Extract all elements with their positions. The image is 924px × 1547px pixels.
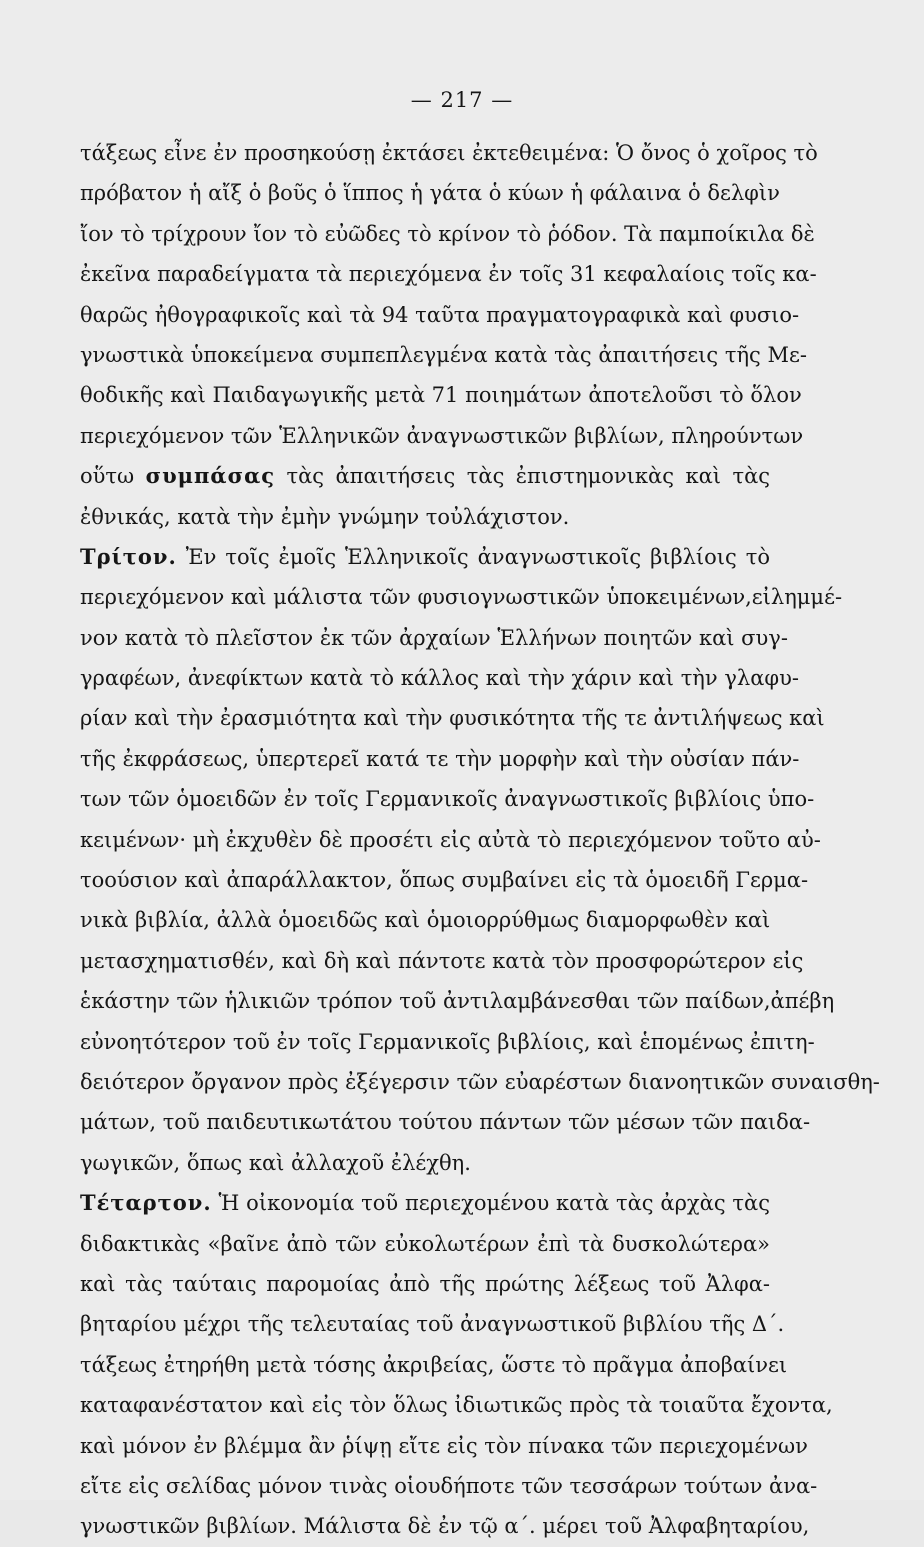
section-heading: Τέταρτον. [80, 1190, 212, 1216]
text-line [80, 1183, 770, 1223]
text-line [80, 295, 800, 335]
text-line [80, 1102, 811, 1142]
text-line [80, 1062, 880, 1102]
line-text: τῆς ἐκφράσεως, ὑπερτερεῖ κατά τε τὴν μορφὴν καὶ τὴν οὐσίαν πάν- [80, 746, 800, 771]
text-line [80, 1345, 788, 1385]
text-line [80, 537, 770, 577]
text-line [80, 133, 818, 173]
line-text: πρόβατον ἡ αἴξ ὁ βοῦς ὁ ἵππος ἡ γάτα ὁ κύων ἡ φάλαινα ὁ δελφὶν [80, 181, 780, 206]
line-text: καταφανέστατον καὶ εἰς τὸν ὅλως ἰδιωτικῶς πρὸς τὰ τοιαῦτα ἔχοντα, [80, 1393, 833, 1418]
line-text: ἐκεῖνα παραδείγματα τὰ περιεχόμενα ἐν τοῖς 31 κεφαλαίοις τοῖς κα- [80, 262, 817, 287]
text-line [80, 739, 800, 779]
text-line [80, 1385, 833, 1425]
line-text: νικὰ βιβλία, ἀλλὰ ὁμοειδῶς καὶ ὁμοιορρύθμως διαμορφωθὲν καὶ [80, 908, 771, 933]
line-text: οὕτω [80, 464, 146, 489]
text-line [80, 1304, 785, 1344]
text-line [80, 577, 843, 617]
line-text: περιεχόμενον καὶ μάλιστα τῶν φυσιογνωστικῶν ὑποκειμένων,εἰλημμέ- [80, 585, 843, 610]
text-line [80, 173, 780, 213]
text-line [80, 214, 815, 254]
line-text: βηταρίου μέχρι τῆς τελευταίας τοῦ ἀναγνωστικοῦ βιβλίου τῆς Δ΄. [80, 1312, 785, 1337]
text-line [80, 1143, 770, 1183]
text-line [80, 658, 799, 698]
text-line [80, 1264, 770, 1304]
text-line [80, 375, 802, 415]
text-line [80, 1466, 818, 1506]
text-line [80, 820, 821, 860]
line-text: τοούσιον καὶ ἀπαράλλακτον, ὅπως συμβαίνει εἰς τὰ ὁμοειδῆ Γερμα- [80, 868, 809, 893]
line-text: νον κατὰ τὸ πλεῖστον ἐκ τῶν ἀρχαίων Ἑλλήνων ποιητῶν καὶ συγ- [80, 625, 788, 650]
line-text: καὶ τὰς ταύταις παρομοίας ἀπὸ τῆς πρώτης λέξεως τοῦ Ἀλφα- [80, 1271, 770, 1296]
text-line [80, 698, 825, 738]
line-text: εἴτε εἰς σελίδας μόνον τινὰς οἱουδήποτε τῶν τεσσάρων τούτων ἀνα- [80, 1473, 818, 1498]
line-text: δειότερον ὄργανον πρὸς ἐξέγερσιν τῶν εὐαρέστων διανοητικῶν συναισθη- [80, 1069, 880, 1094]
line-text: Ἡ οἰκονομία τοῦ περιεχομένου κατὰ τὰς ἀρχὰς τὰς [211, 1191, 770, 1216]
text-line [80, 456, 770, 496]
text-line [80, 497, 770, 537]
text-line [80, 779, 815, 819]
text-line [80, 254, 817, 294]
line-text: διδακτικὰς «βαῖνε ἀπὸ τῶν εὐκολωτέρων ἐπὶ τὰ δυσκολώτερα» [80, 1231, 770, 1256]
body-text [80, 133, 880, 1547]
line-text: τάξεως ἐτηρήθη μετὰ τόσης ἀκριβείας, ὥστε τὸ πρᾶγμα ἀποβαίνει [80, 1352, 788, 1377]
line-text: ρίαν καὶ τὴν ἐρασμιότητα καὶ τὴν φυσικότητα τῆς τε ἀντιλήψεως καὶ [80, 706, 825, 731]
text-line [80, 981, 835, 1021]
text-line [80, 900, 770, 940]
text-line [80, 860, 809, 900]
line-text: γραφέων, ἀνεφίκτων κατὰ τὸ κάλλος καὶ τὴν χάριν καὶ τὴν γλαφυ- [80, 666, 799, 691]
line-text: ἐθνικάς, κατὰ τὴν ἐμὴν γνώμην τοὐλάχιστον. [80, 504, 570, 529]
line-text: ἑκάστην τῶν ἡλικιῶν τρόπον τοῦ ἀντιλαμβάνεσθαι τῶν παίδων,ἀπέβη [80, 989, 835, 1014]
line-text: τὰς ἀπαιτήσεις τὰς ἐπιστημονικὰς καὶ τὰς [275, 464, 771, 489]
line-text: τάξεως εἶνε ἐν προσηκούσῃ ἐκτάσει ἐκτεθειμένα: Ὁ ὄνος ὁ χοῖρος τὸ [80, 141, 818, 165]
text-line [80, 941, 804, 981]
text-line [80, 1224, 770, 1264]
text-line [80, 1506, 810, 1546]
line-text: κειμένων· μὴ ἐκχυθὲν δὲ προσέτι εἰς αὐτὰ τὸ περιεχόμενον τοῦτο αὐ- [80, 827, 821, 852]
text-line [80, 618, 788, 658]
text-line [80, 1022, 815, 1062]
line-text: περιεχόμενον τῶν Ἑλληνικῶν ἀναγνωστικῶν βιβλίων, πληρούντων [80, 423, 804, 448]
line-text: μάτων, τοῦ παιδευτικωτάτου τούτου πάντων τῶν μέσων τῶν παιδα- [80, 1110, 811, 1135]
page-number: — 217 — [410, 88, 514, 112]
line-text: θαρῶς ἠθογραφικοῖς καὶ τὰ 94 ταῦτα πραγματογραφικὰ καὶ φυσιο- [80, 302, 800, 327]
emphasized-word: συμπάσας [145, 463, 276, 489]
line-text: θοδικῆς καὶ Παιδαγωγικῆς μετὰ 71 ποιημάτων ἀποτελοῦσι τὸ ὅλον [80, 383, 802, 408]
section-heading: Τρίτον. [80, 543, 177, 569]
line-text: εὐνοητότερον τοῦ ἐν τοῖς Γερμανικοῖς βιβλίοις, καὶ ἑπομένως ἐπιτη- [80, 1029, 815, 1054]
text-line [80, 335, 807, 375]
text-line [80, 1426, 808, 1466]
line-text: μετασχηματισθέν, καὶ δὴ καὶ πάντοτε κατὰ τὸν προσφορώτερον εἰς [80, 948, 804, 973]
line-text: καὶ μόνον ἐν βλέμμα ἂν ῥίψῃ εἴτε εἰς τὸν πίνακα τῶν περιεχομένων [80, 1433, 808, 1458]
line-text: γωγικῶν, ὅπως καὶ ἀλλαχοῦ ἐλέχθη. [80, 1150, 471, 1175]
line-text: γνωστικῶν βιβλίων. Μάλιστα δὲ ἐν τῷ α΄. μέρει τοῦ Ἀλφαβηταρίου, [80, 1514, 810, 1539]
line-text: γνωστικὰ ὑποκείμενα συμπεπλεγμένα κατὰ τὰς ἀπαιτήσεις τῆς Με- [80, 342, 807, 367]
line-text: ἴον τὸ τρίχρουν ἴον τὸ εὐῶδες τὸ κρίνον τὸ ῥόδον. Τὰ παμποίκιλα δὲ [80, 221, 815, 246]
line-text: Ἐν τοῖς ἐμοῖς Ἑλληνικοῖς ἀναγνωστικοῖς βιβλίοις τὸ [176, 544, 770, 569]
line-text: των τῶν ὁμοειδῶν ἐν τοῖς Γερμανικοῖς ἀναγνωστικοῖς βιβλίοις ὑπο- [80, 787, 815, 812]
text-line [80, 416, 804, 456]
